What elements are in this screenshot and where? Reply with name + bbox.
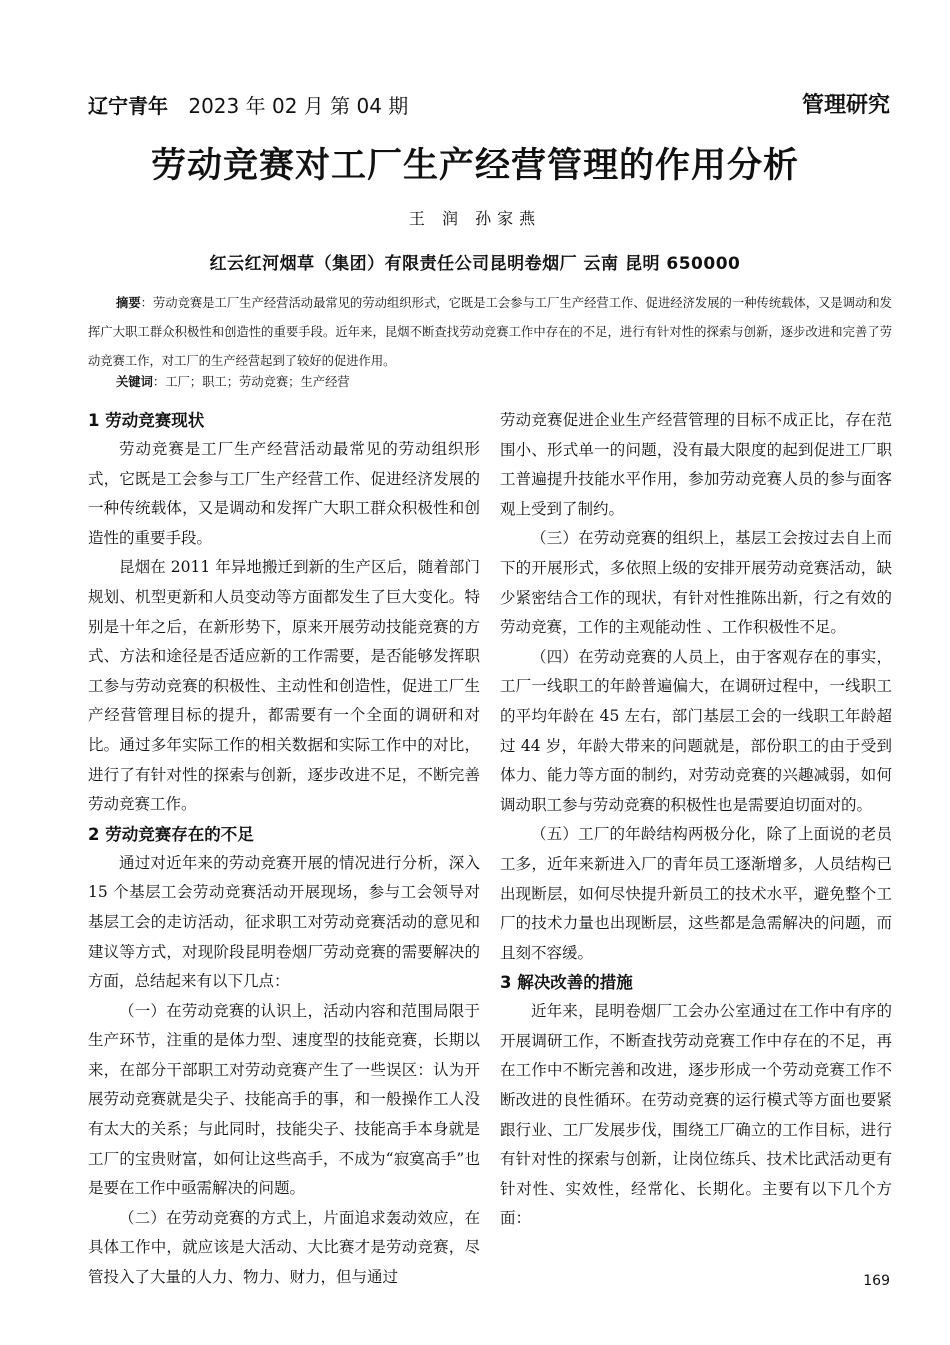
journal-header [88,90,408,119]
paragraph-continued: 劳动竞赛促进企业生产经营管理的目标不成正比，存在范围小、形式单一的问题，没有最大限度的起到促进工厂职工普遍提升技能水平作用，参加劳动竞赛人员的参与面客观上受到了制约。 [500,411,892,518]
abstract-text: ：劳动竞赛是工厂生产经营活动最常见的劳动组织形式，它既是工会参与工厂生产经营工作、促进经济发展的一种传统载体，又是调动和发挥广大职工群众积极性和创造性的重要手段。近年来，昆烟不断查找劳动竞赛工作中存在的不足，进行有针对性的探索与创新，逐步改进和完善了劳动竞赛工作，对工厂的生产经营起到了较好的促进作用。 [88,296,892,368]
keywords-label: 关键词 [116,375,153,389]
article-affiliation: 红云红河烟草（集团）有限责任公司昆明卷烟厂 云南 昆明 650000 [209,254,741,274]
keywords [116,372,350,390]
article-authors: 王 润 孙家燕 [408,209,542,228]
article-title: 劳动竞赛对工厂生产经营管理的作用分析 [150,145,799,186]
journal-issue: 2023 年 02 月 第 04 期 [188,94,409,118]
paragraph: （五）工厂的年龄结构两极分化，除了上面说的老员工多，近年来新进入厂的青年员工逐渐增多，人员结构已出现断层，如何尽快提升新员工的技术水平，避免整个工厂的技术力量也出现断层，这些都是急需解决的问题，而且刻不容缓。 [500,825,892,962]
paragraph: 昆烟在 2011 年异地搬迁到新的生产区后，随着部门规划、机型更新和人员变动等方面都发生了巨大变化。特别是十年之后，在新形势下，原来开展劳动技能竞赛的方式、方法和途径是否适应新的工作需要，是否能够发挥职工参与劳动竞赛的积极性、主动性和创造性，促进工厂生产经营管理目标的提升，都需要有一个全面的调研和对比。通过多年实际工作的相关数据和实际工作中的对比，进行了有针对性的探索与创新，逐步改进不足，不断完善劳动竞赛工作。 [88,558,480,814]
keywords-text: ：工厂；职工；劳动竞赛；生产经营 [152,375,350,389]
abstract-label: 摘要 [116,296,141,310]
left-column [88,406,480,1293]
paragraph: （一）在劳动竞赛的认识上，活动内容和范围局限于生产环节，注重的是体力型、速度型的技能竞赛，长期以来，在部分干部职工对劳动竞赛产生了一些误区：认为开展劳动竞赛就是尖子、技能高手的事，和一般操作工人没有太大的关系；与此同时，技能尖子、技能高手本身就是工厂的宝贵财富，如何让这些高手，不成为“寂寞高手”也是要在工作中亟需解决的问题。 [88,1001,480,1198]
paragraph: （四）在劳动竞赛的人员上，由于客观存在的事实，工厂一线职工的年龄普遍偏大，在调研过程中，一线职工的平均年龄在 45 左右，部门基层工会的一线职工年龄超过 44 岁，年龄大带来的问题就是，部份职工的由于受到体力、能力等方面的制约，对劳动竞赛的兴趣减弱，如何调动职工参与劳动竞赛的积极性也是需要迫切面对的。 [500,647,892,814]
page-number: 169 [863,1273,890,1289]
section-2-heading: 2 劳动竞赛存在的不足 [88,824,254,844]
paragraph: 通过对近年来的劳动竞赛开展的情况进行分析，深入 15 个基层工会劳动竞赛活动开展现场，参与工会领导对基层工会的走访活动，征求职工对劳动竞赛活动的意见和建议等方式，对现阶段昆明卷烟厂劳动竞赛的需要解决的方面，总结起来有以下几点： [88,853,480,991]
abstract [88,289,892,376]
section-3-heading: 3 解决改善的措施 [500,973,633,993]
paragraph: 劳动竞赛是工厂生产经营活动最常见的劳动组织形式，它既是工会参与工厂生产经营工作、促进经济发展的一种传统载体，又是调动和发挥广大职工群众积极性和创造性的重要手段。 [88,440,480,547]
paragraph: （二）在劳动竞赛的方式上，片面追求轰动效应，在具体工作中，就应该是大活动、大比赛才是劳动竞赛，尽管投入了大量的人力、物力、财力，但与通过 [88,1208,480,1287]
right-column [500,406,892,1234]
paragraph: 近年来，昆明卷烟厂工会办公室通过在工作中有序的开展调研工作，不断查找劳动竞赛工作中存在的不足，再在工作中不断完善和改进，逐步形成一个劳动竞赛工作不断改进的良性循环。在劳动竞赛的运行模式等方面也要紧跟行业、工厂发展步伐，围绕工厂确立的工作目标，进行有针对性的探索与创新，让岗位练兵、技术比武活动更有针对性、实效性，经常化、长期化。主要有以下几个方面： [500,1002,892,1228]
section-1-heading: 1 劳动竞赛现状 [88,411,205,430]
journal-name: 辽宁青年 [88,94,168,118]
paragraph: （三）在劳动竞赛的组织上，基层工会按过去自上而下的开展形式，多依照上级的安排开展劳动竞赛活动，缺少紧密结合工作的现状，有针对性推陈出新，行之有效的劳动竞赛，工作的主观能动性 、工作积极性不足。 [500,529,892,637]
section-label: 管理研究 [801,93,890,118]
